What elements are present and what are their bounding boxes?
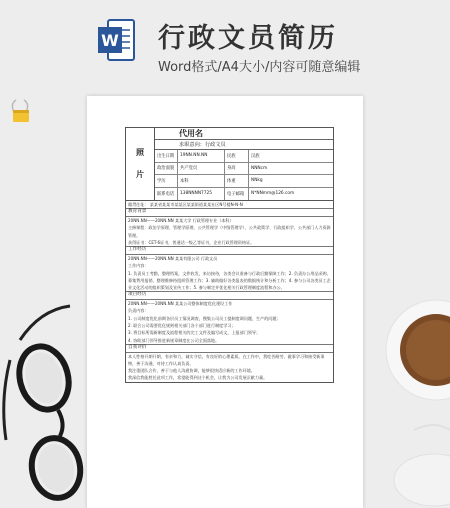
section-line: 4. 协助部门领导推进新规章制度在公司全面落地。 bbox=[128, 337, 220, 343]
section-line: 1. 负责员工考勤，整理档案，文件收发，来访接待，各类会议准备与行政后勤保障工作；2. 负责办公用品采购、募集费用报销，整理维修持组织管理工作；3. 辅助做好各类报表的数据统计和分析工作；4. 参与公司各类员工企业文化活动的组织策划及宣传工作；5. 参与制定并优化相关行政管理制度流程和办公。 bbox=[128, 270, 331, 291]
word-icon bbox=[96, 18, 136, 62]
info-label: 身高 bbox=[225, 163, 249, 176]
personal-info-grid bbox=[155, 150, 333, 200]
section-line: 负责内容： bbox=[128, 308, 149, 314]
info-value: NNNcm bbox=[249, 163, 333, 176]
info-label: 政治面貌 bbox=[155, 163, 178, 176]
section-title-education: 教育背景 bbox=[126, 209, 333, 217]
info-label: 电子邮箱 bbox=[225, 188, 249, 201]
info-value: 19NN.NN.NN bbox=[178, 150, 225, 163]
coffee-cup-icon bbox=[384, 290, 450, 508]
address-row bbox=[126, 201, 333, 209]
section-title-self-evaluation: 自我评价 bbox=[126, 345, 333, 353]
section-title-work: 工作经历 bbox=[126, 247, 333, 255]
info-label: 联系电话 bbox=[155, 188, 178, 201]
binder-clip-icon bbox=[8, 96, 36, 126]
resume-table bbox=[125, 127, 334, 383]
section-body-self-evaluation bbox=[126, 353, 333, 382]
section-line: 1. 公司制度优化前期各层员工情况调查，搜集公司员工提制度调问题，生产的问题； bbox=[128, 315, 281, 321]
section-line: 20NN.NN——20NN.NN 某某有限公司 行政文员 bbox=[128, 255, 218, 261]
candidate-name: 代用名 bbox=[155, 128, 333, 140]
photo-placeholder bbox=[126, 128, 155, 200]
word-icon-letter: W bbox=[101, 31, 119, 50]
section-line: 我注重团队合作，善于与他人沟通协调，能够很快适应新的工作环境。 bbox=[128, 368, 255, 374]
section-line: 20NN.NN——20NN.NN 某某大学 行政管理专业（本科） bbox=[128, 218, 234, 223]
section-line: 3. 将目标所需新制度及流程相关的完工文件及编写成文，上报部门领导； bbox=[128, 330, 261, 336]
section-body-project bbox=[126, 300, 333, 345]
info-label: 出生日期 bbox=[155, 150, 178, 163]
section-line: 主修课程：政治学原理、管理学原理、公共管理学（中级管理学）、公共政策学、行政组织学、公共部门人力资源管理。 bbox=[128, 225, 331, 238]
resume-paper bbox=[87, 96, 363, 508]
resume-header-block bbox=[126, 128, 333, 201]
resume-identity bbox=[155, 128, 333, 200]
info-value: NNkg bbox=[249, 175, 333, 188]
info-label: 民族 bbox=[225, 150, 249, 163]
section-line: 20NN.NN——20NN.NN 某某公司整体制度优化建设工作 bbox=[128, 300, 233, 306]
photo-label-2: 片 bbox=[136, 170, 144, 179]
info-value: 138NNNN7725 bbox=[178, 188, 225, 201]
address-value: 某某省某某市某某区某某街道某某社区N号楼N-N-N bbox=[149, 202, 243, 207]
section-line: 我深信我能胜任此项工作，希望能得到这个机会，让我为公司发展贡献力量。 bbox=[128, 375, 268, 381]
section-title-project: 项目经历 bbox=[126, 292, 333, 300]
section-body-work bbox=[126, 255, 333, 292]
info-value: 共产党员 bbox=[178, 163, 225, 176]
photo-label-1: 照 bbox=[136, 148, 144, 157]
section-line: 本人性格开朗开朗，有亲和力，诚实守信，有良好的心理素质。在工作中，我吃苦耐劳，做事学习和接受新事物，善于沟通，对待工作认真负责。 bbox=[128, 353, 325, 367]
section-line: 工作内容： bbox=[128, 263, 149, 269]
page-title: 行政文员简历 bbox=[158, 23, 338, 54]
info-value: 汉族 bbox=[249, 150, 333, 163]
section-body-education bbox=[126, 217, 333, 247]
info-value: N*NNmm@126.com bbox=[251, 191, 295, 197]
section-line: 2. 联合公司需要优化规则相关部门各个部门进行制度学习； bbox=[128, 323, 236, 329]
info-value: 本科 bbox=[178, 175, 225, 188]
glasses-decoration-icon bbox=[0, 300, 95, 508]
job-intent: 求职意向：行政文员 bbox=[155, 140, 333, 150]
section-line: 获得证书：CET-6证书，普通话一级乙等证书，企业行政管理资格证。 bbox=[128, 239, 255, 245]
info-label: 体重 bbox=[225, 175, 249, 188]
info-label: 学历 bbox=[155, 175, 178, 188]
address-label: 籍贯住址： bbox=[128, 202, 149, 207]
page-subtitle: Word格式/A4大小/内容可随意编辑 bbox=[158, 60, 361, 75]
